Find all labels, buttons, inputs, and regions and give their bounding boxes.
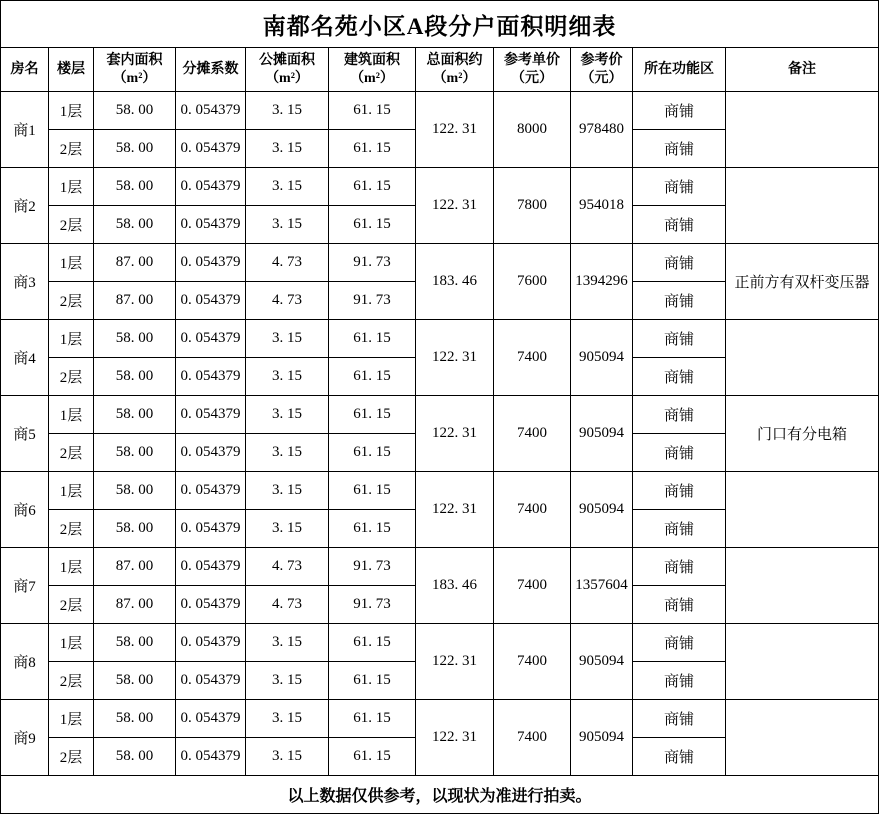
function-zone-cell: 商铺 — [633, 662, 726, 700]
floor-cell: 1层 — [49, 472, 94, 510]
table-row — [1, 92, 879, 130]
building-area-cell: 61. 15 — [329, 434, 416, 472]
remark-cell — [726, 472, 879, 548]
column-header-10 — [726, 48, 879, 92]
floor-cell: 2层 — [49, 738, 94, 776]
share-ratio-cell: 0. 054379 — [176, 738, 246, 776]
unit-price-cell: 7400 — [494, 548, 571, 624]
column-unit: （m²） — [112, 70, 157, 86]
column-label: 公摊面积 — [259, 53, 315, 68]
function-zone-cell: 商铺 — [633, 282, 726, 320]
function-zone-cell: 商铺 — [633, 206, 726, 244]
inner-area-cell: 58. 00 — [94, 738, 176, 776]
inner-area-cell: 58. 00 — [94, 700, 176, 738]
shared-area-cell: 3. 15 — [246, 700, 329, 738]
footer-note: 以上数据仅供参考，以现状为准进行拍卖。 — [1, 776, 879, 814]
shared-area-cell: 3. 15 — [246, 168, 329, 206]
inner-area-cell: 58. 00 — [94, 662, 176, 700]
shared-area-cell: 3. 15 — [246, 510, 329, 548]
table-row — [1, 168, 879, 206]
column-unit: （m²） — [265, 70, 309, 86]
function-zone-cell: 商铺 — [633, 168, 726, 206]
inner-area-cell: 87. 00 — [94, 548, 176, 586]
header-row — [1, 48, 879, 92]
function-zone-cell: 商铺 — [633, 738, 726, 776]
share-ratio-cell: 0. 054379 — [176, 130, 246, 168]
share-ratio-cell: 0. 054379 — [176, 700, 246, 738]
column-header-9 — [633, 48, 726, 92]
reference-price-cell: 954018 — [571, 168, 633, 244]
column-unit: （元） — [580, 70, 623, 86]
floor-cell: 1层 — [49, 168, 94, 206]
inner-area-cell: 58. 00 — [94, 358, 176, 396]
total-area-cell: 122. 31 — [416, 92, 494, 168]
table-row — [1, 244, 879, 282]
building-area-cell: 61. 15 — [329, 662, 416, 700]
share-ratio-cell: 0. 054379 — [176, 624, 246, 662]
function-zone-cell: 商铺 — [633, 434, 726, 472]
share-ratio-cell: 0. 054379 — [176, 662, 246, 700]
building-area-cell: 61. 15 — [329, 738, 416, 776]
shared-area-cell: 3. 15 — [246, 92, 329, 130]
reference-price-cell: 905094 — [571, 396, 633, 472]
building-area-cell: 61. 15 — [329, 206, 416, 244]
table-row — [1, 320, 879, 358]
unit-price-cell: 7600 — [494, 244, 571, 320]
reference-price-cell: 905094 — [571, 700, 633, 776]
column-label: 套内面积 — [106, 53, 163, 68]
shared-area-cell: 3. 15 — [246, 130, 329, 168]
share-ratio-cell: 0. 054379 — [176, 244, 246, 282]
column-header-0 — [1, 48, 49, 92]
unit-price-cell: 7400 — [494, 700, 571, 776]
function-zone-cell: 商铺 — [633, 510, 726, 548]
function-zone-cell: 商铺 — [633, 358, 726, 396]
table-row — [1, 624, 879, 662]
reference-price-cell: 905094 — [571, 320, 633, 396]
function-zone-cell: 商铺 — [633, 130, 726, 168]
building-area-cell: 91. 73 — [329, 586, 416, 624]
table-row — [1, 472, 879, 510]
room-name-cell: 商3 — [1, 244, 49, 320]
inner-area-cell: 87. 00 — [94, 586, 176, 624]
floor-cell: 1层 — [49, 92, 94, 130]
function-zone-cell: 商铺 — [633, 396, 726, 434]
total-area-cell: 122. 31 — [416, 472, 494, 548]
share-ratio-cell: 0. 054379 — [176, 396, 246, 434]
room-name-cell: 商9 — [1, 700, 49, 776]
inner-area-cell: 58. 00 — [94, 320, 176, 358]
shared-area-cell: 3. 15 — [246, 662, 329, 700]
inner-area-cell: 58. 00 — [94, 434, 176, 472]
page-title: 南都名苑小区A段分户面积明细表 — [1, 1, 879, 48]
function-zone-cell: 商铺 — [633, 624, 726, 662]
floor-cell: 1层 — [49, 700, 94, 738]
column-label: 参考价 — [580, 53, 623, 68]
column-header-4 — [246, 48, 329, 92]
total-area-cell: 122. 31 — [416, 624, 494, 700]
share-ratio-cell: 0. 054379 — [176, 472, 246, 510]
reference-price-cell: 1394296 — [571, 244, 633, 320]
building-area-cell: 61. 15 — [329, 396, 416, 434]
reference-price-cell: 978480 — [571, 92, 633, 168]
shared-area-cell: 4. 73 — [246, 548, 329, 586]
shared-area-cell: 3. 15 — [246, 320, 329, 358]
floor-cell: 2层 — [49, 358, 94, 396]
function-zone-cell: 商铺 — [633, 92, 726, 130]
room-name-cell: 商7 — [1, 548, 49, 624]
floor-cell: 2层 — [49, 586, 94, 624]
total-area-cell: 122. 31 — [416, 320, 494, 396]
column-unit: （m²） — [432, 70, 477, 86]
share-ratio-cell: 0. 054379 — [176, 282, 246, 320]
column-label: 房名 — [10, 61, 39, 77]
share-ratio-cell: 0. 054379 — [176, 206, 246, 244]
reference-price-cell: 1357604 — [571, 548, 633, 624]
building-area-cell: 61. 15 — [329, 358, 416, 396]
column-label: 分摊系数 — [182, 61, 239, 77]
column-header-7 — [494, 48, 571, 92]
total-area-cell: 122. 31 — [416, 700, 494, 776]
floor-cell: 2层 — [49, 206, 94, 244]
column-label: 所在功能区 — [644, 61, 714, 77]
building-area-cell: 91. 73 — [329, 548, 416, 586]
shared-area-cell: 3. 15 — [246, 358, 329, 396]
share-ratio-cell: 0. 054379 — [176, 434, 246, 472]
column-unit: （m²） — [350, 70, 394, 86]
share-ratio-cell: 0. 054379 — [176, 92, 246, 130]
share-ratio-cell: 0. 054379 — [176, 320, 246, 358]
room-name-cell: 商5 — [1, 396, 49, 472]
inner-area-cell: 58. 00 — [94, 510, 176, 548]
shared-area-cell: 3. 15 — [246, 624, 329, 662]
unit-price-cell: 7400 — [494, 396, 571, 472]
total-area-cell: 122. 31 — [416, 396, 494, 472]
function-zone-cell: 商铺 — [633, 320, 726, 358]
floor-cell: 1层 — [49, 624, 94, 662]
room-name-cell: 商4 — [1, 320, 49, 396]
share-ratio-cell: 0. 054379 — [176, 548, 246, 586]
remark-cell — [726, 168, 879, 244]
building-area-cell: 61. 15 — [329, 510, 416, 548]
remark-cell: 门口有分电箱 — [726, 396, 879, 472]
remark-cell — [726, 92, 879, 168]
shared-area-cell: 4. 73 — [246, 244, 329, 282]
column-label: 总面积约 — [426, 53, 483, 68]
shared-area-cell: 3. 15 — [246, 472, 329, 510]
shared-area-cell: 4. 73 — [246, 586, 329, 624]
function-zone-cell: 商铺 — [633, 586, 726, 624]
building-area-cell: 61. 15 — [329, 320, 416, 358]
inner-area-cell: 87. 00 — [94, 282, 176, 320]
unit-price-cell: 8000 — [494, 92, 571, 168]
column-header-2 — [94, 48, 176, 92]
shared-area-cell: 3. 15 — [246, 434, 329, 472]
column-label: 建筑面积 — [344, 53, 400, 68]
building-area-cell: 61. 15 — [329, 472, 416, 510]
function-zone-cell: 商铺 — [633, 700, 726, 738]
column-unit: （元） — [511, 70, 553, 86]
total-area-cell: 183. 46 — [416, 548, 494, 624]
remark-cell — [726, 548, 879, 624]
unit-price-cell: 7400 — [494, 320, 571, 396]
inner-area-cell: 58. 00 — [94, 624, 176, 662]
function-zone-cell: 商铺 — [633, 472, 726, 510]
share-ratio-cell: 0. 054379 — [176, 358, 246, 396]
floor-cell: 2层 — [49, 510, 94, 548]
column-header-6 — [416, 48, 494, 92]
building-area-cell: 91. 73 — [329, 244, 416, 282]
remark-cell — [726, 624, 879, 700]
floor-cell: 1层 — [49, 320, 94, 358]
title-row — [1, 1, 879, 48]
share-ratio-cell: 0. 054379 — [176, 510, 246, 548]
room-name-cell: 商2 — [1, 168, 49, 244]
table-row — [1, 700, 879, 738]
table-row — [1, 548, 879, 586]
table-body — [1, 92, 879, 776]
room-name-cell: 商1 — [1, 92, 49, 168]
inner-area-cell: 58. 00 — [94, 92, 176, 130]
function-zone-cell: 商铺 — [633, 548, 726, 586]
column-header-8 — [571, 48, 633, 92]
shared-area-cell: 3. 15 — [246, 396, 329, 434]
room-name-cell: 商8 — [1, 624, 49, 700]
building-area-cell: 61. 15 — [329, 92, 416, 130]
building-area-cell: 61. 15 — [329, 168, 416, 206]
footer-row — [1, 776, 879, 814]
column-label: 楼层 — [57, 61, 85, 77]
inner-area-cell: 87. 00 — [94, 244, 176, 282]
floor-cell: 2层 — [49, 130, 94, 168]
room-name-cell: 商6 — [1, 472, 49, 548]
floor-cell: 2层 — [49, 434, 94, 472]
floor-cell: 1层 — [49, 244, 94, 282]
remark-cell: 正前方有双杆变压器 — [726, 244, 879, 320]
column-header-5 — [329, 48, 416, 92]
remark-cell — [726, 320, 879, 396]
remark-cell — [726, 700, 879, 776]
total-area-cell: 183. 46 — [416, 244, 494, 320]
reference-price-cell: 905094 — [571, 472, 633, 548]
inner-area-cell: 58. 00 — [94, 396, 176, 434]
unit-price-cell: 7800 — [494, 168, 571, 244]
share-ratio-cell: 0. 054379 — [176, 168, 246, 206]
column-label: 参考单价 — [504, 53, 560, 68]
floor-cell: 2层 — [49, 282, 94, 320]
total-area-cell: 122. 31 — [416, 168, 494, 244]
shared-area-cell: 3. 15 — [246, 206, 329, 244]
building-area-cell: 61. 15 — [329, 130, 416, 168]
building-area-cell: 91. 73 — [329, 282, 416, 320]
column-header-3 — [176, 48, 246, 92]
reference-price-cell: 905094 — [571, 624, 633, 700]
share-ratio-cell: 0. 054379 — [176, 586, 246, 624]
shared-area-cell: 3. 15 — [246, 738, 329, 776]
shared-area-cell: 4. 73 — [246, 282, 329, 320]
unit-price-cell: 7400 — [494, 472, 571, 548]
table-row — [1, 396, 879, 434]
building-area-cell: 61. 15 — [329, 700, 416, 738]
floor-cell: 1层 — [49, 396, 94, 434]
column-label: 备注 — [788, 61, 817, 77]
column-header-1 — [49, 48, 94, 92]
inner-area-cell: 58. 00 — [94, 472, 176, 510]
inner-area-cell: 58. 00 — [94, 130, 176, 168]
unit-price-cell: 7400 — [494, 624, 571, 700]
inner-area-cell: 58. 00 — [94, 206, 176, 244]
floor-cell: 2层 — [49, 662, 94, 700]
building-area-cell: 61. 15 — [329, 624, 416, 662]
function-zone-cell: 商铺 — [633, 244, 726, 282]
floor-cell: 1层 — [49, 548, 94, 586]
inner-area-cell: 58. 00 — [94, 168, 176, 206]
